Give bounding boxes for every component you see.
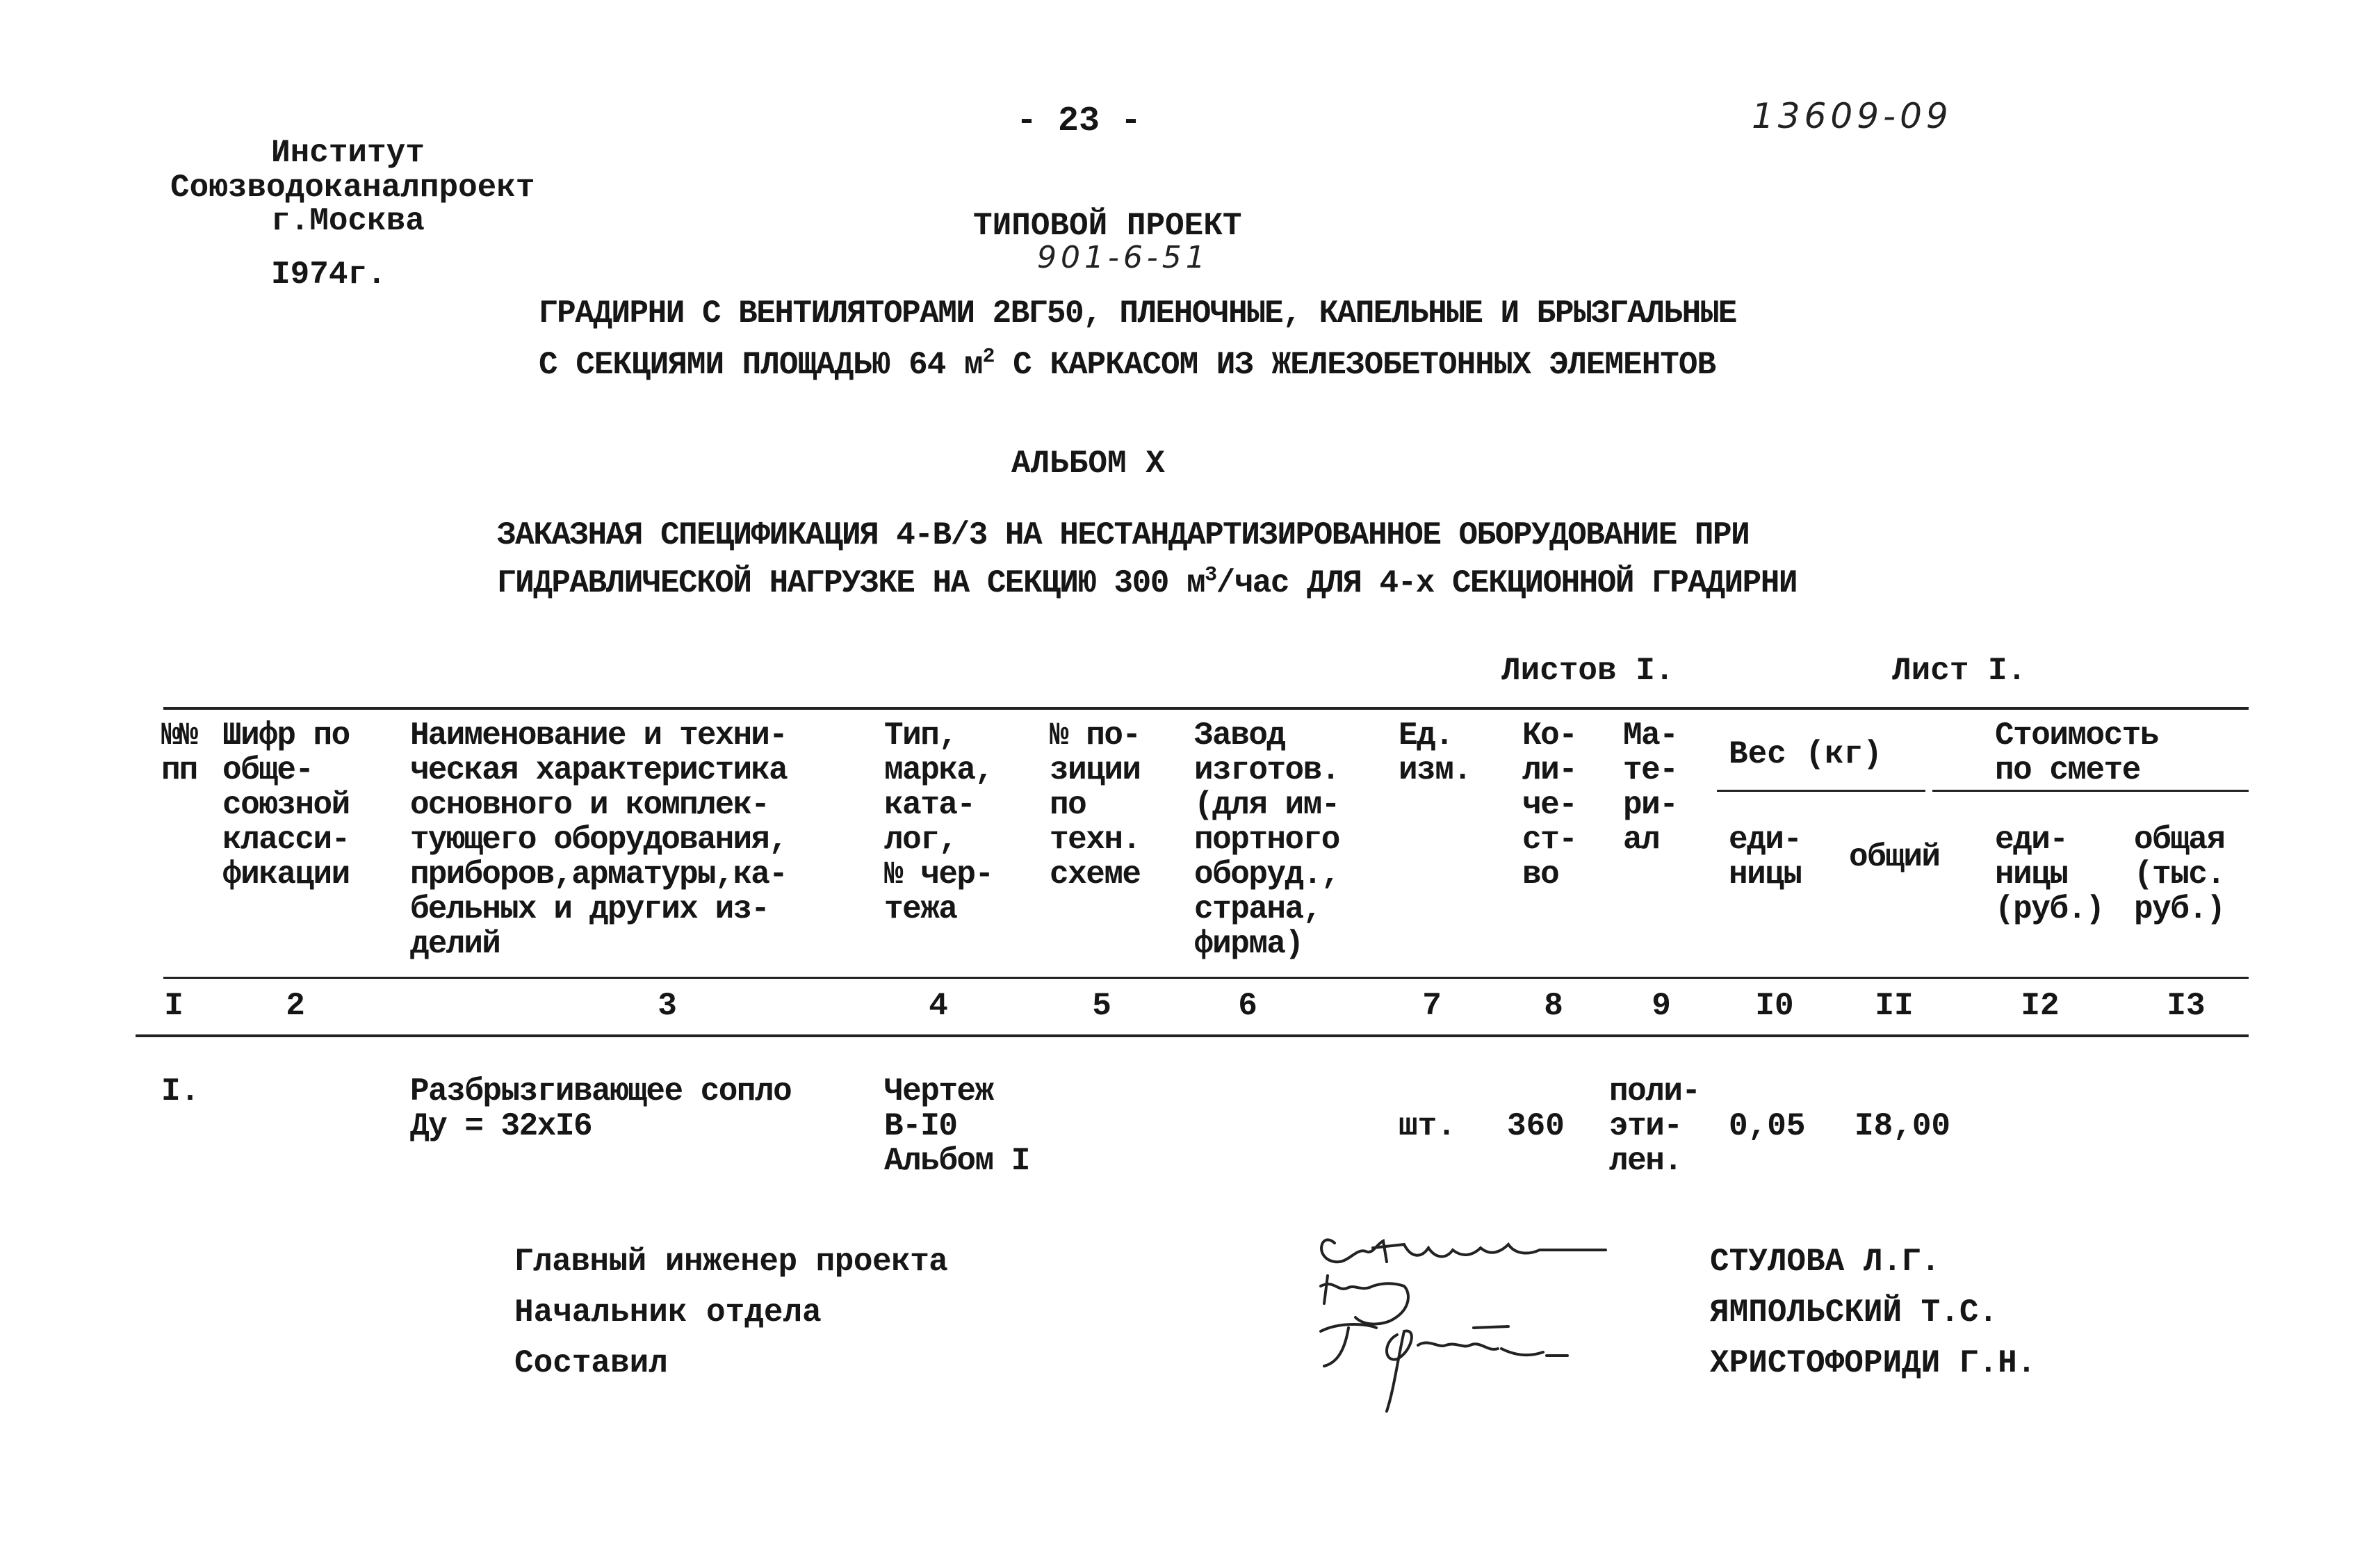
column-numbers-rule <box>136 1034 2249 1037</box>
cost-group-rule <box>1932 790 2249 792</box>
spec-line2-pre: ГИДРАВЛИЧЕСКОЙ НАГРУЗКЕ НА СЕКЦИЮ 300 м <box>497 565 1205 601</box>
sheets-total: Листов I. <box>1501 653 1674 689</box>
signature-name: ХРИСТОФОРИДИ Г.Н. <box>1710 1345 2037 1381</box>
header-bottom-rule <box>163 977 2249 979</box>
table-top-rule <box>163 707 2249 710</box>
signature-role: Начальник отдела <box>514 1294 822 1331</box>
header-unit: Ед. изм. <box>1399 717 1472 788</box>
signature-christoforidi <box>1321 1324 1567 1411</box>
institute-city: г.Москва <box>271 203 425 239</box>
column-number: I2 <box>2021 988 2060 1024</box>
page-number: - 23 - <box>1016 101 1142 141</box>
project-title-line1: ГРАДИРНИ С ВЕНТИЛЯТОРАМИ 2ВГ50, ПЛЕНОЧНЫЕ, КАПЕЛЬНЫЕ И БРЫЗГАЛЬНЫЕ <box>539 295 1736 332</box>
column-number: I3 <box>2167 988 2206 1024</box>
institute-org: Союзводоканалпроект <box>170 170 535 206</box>
institute-name: Институт <box>271 135 425 171</box>
column-number: 3 <box>658 988 677 1024</box>
column-number: 7 <box>1422 988 1442 1024</box>
institute-year: I974г. <box>271 257 386 293</box>
header-weight-group: Вес (кг) <box>1729 736 1882 772</box>
column-number: 2 <box>286 988 305 1024</box>
handwritten-signatures <box>1307 1210 1620 1418</box>
column-number: 5 <box>1092 988 1111 1024</box>
spec-line2-post: /час ДЛЯ 4-х СЕКЦИОННОЙ ГРАДИРНИ <box>1216 565 1797 601</box>
header-plant: Завод изготов. (для им- портного оборуд., страна, фирма) <box>1194 717 1339 962</box>
title-line2-post: С КАРКАСОМ ИЗ ЖЕЛЕЗОБЕТОННЫХ ЭЛЕМЕНТОВ <box>994 347 1716 383</box>
column-number: 4 <box>929 988 948 1024</box>
row-name: Разбрызгивающее сопло Ду = 32хI6 <box>410 1073 792 1144</box>
header-type: Тип, марка, ката- лог, № чер- тежа <box>884 717 993 927</box>
column-number: I0 <box>1755 988 1794 1024</box>
document-code: 13609-09 <box>1752 96 1953 136</box>
row-number: I. <box>161 1073 200 1110</box>
row-weight-unit: 0,05 <box>1729 1108 1806 1144</box>
signature-stulova <box>1321 1240 1606 1262</box>
weight-group-rule <box>1717 790 1925 792</box>
row-type: Чертеж В-I0 Альбом I <box>884 1073 1029 1179</box>
row-unit: шт. <box>1399 1108 1456 1144</box>
row-weight-total: I8,00 <box>1855 1108 1951 1144</box>
signature-yampolsky <box>1321 1276 1408 1324</box>
signature-role: Главный инженер проекта <box>514 1244 948 1280</box>
column-number: 9 <box>1652 988 1671 1024</box>
title-line2-sup: 2 <box>982 345 995 369</box>
column-number: 8 <box>1544 988 1563 1024</box>
header-material: Ма- те- ри- ал <box>1623 717 1678 858</box>
title-line2-pre: С СЕКЦИЯМИ ПЛОЩАДЬЮ 64 м <box>539 347 983 383</box>
header-cost-group: Стоимость по смете <box>1995 717 2158 788</box>
header-position: № по- зиции по техн. схеме <box>1050 717 1141 893</box>
signature-name: СТУЛОВА Л.Г. <box>1710 1244 1941 1280</box>
signature-role: Составил <box>514 1345 668 1381</box>
header-weight-total: общий <box>1849 839 1940 875</box>
spec-line2-sup: 3 <box>1205 563 1216 587</box>
header-quantity: Ко- ли- че- ст- во <box>1522 717 1577 893</box>
header-classification-code: Шифр по обще- союзной класси- фикации <box>222 717 350 893</box>
header-row-number: №№ пп <box>161 717 197 788</box>
header-cost-unit: еди- ницы (руб.) <box>1995 822 2104 927</box>
signature-name: ЯМПОЛЬСКИЙ Т.С. <box>1710 1294 1998 1331</box>
column-number: I <box>164 988 184 1024</box>
spec-title-line1: ЗАКАЗНАЯ СПЕЦИФИКАЦИЯ 4-В/3 НА НЕСТАНДАРТИЗИРОВАННОЕ ОБОРУДОВАНИЕ ПРИ <box>497 517 1750 553</box>
project-label: ТИПОВОЙ ПРОЕКТ <box>973 208 1242 244</box>
row-quantity: 360 <box>1507 1108 1565 1144</box>
project-number: 901-6-51 <box>1037 240 1209 275</box>
header-cost-total: общая (тыс. руб.) <box>2134 822 2225 927</box>
header-name: Наименование и техни- ческая характеристика основного и комплек- тующего оборудования, приборов,арматуры,ка- бельных и других из- делий <box>410 717 787 962</box>
sheet-current: Лист I. <box>1892 653 2027 689</box>
header-weight-unit: еди- ницы <box>1729 822 1802 893</box>
row-material: поли- эти- лен. <box>1609 1073 1700 1179</box>
album-title: АЛЬБОМ Х <box>1011 446 1165 482</box>
spec-title-line2 <box>497 563 1797 601</box>
column-number: 6 <box>1238 988 1257 1024</box>
column-number: II <box>1875 988 1914 1024</box>
project-title-line2 <box>539 345 1716 383</box>
